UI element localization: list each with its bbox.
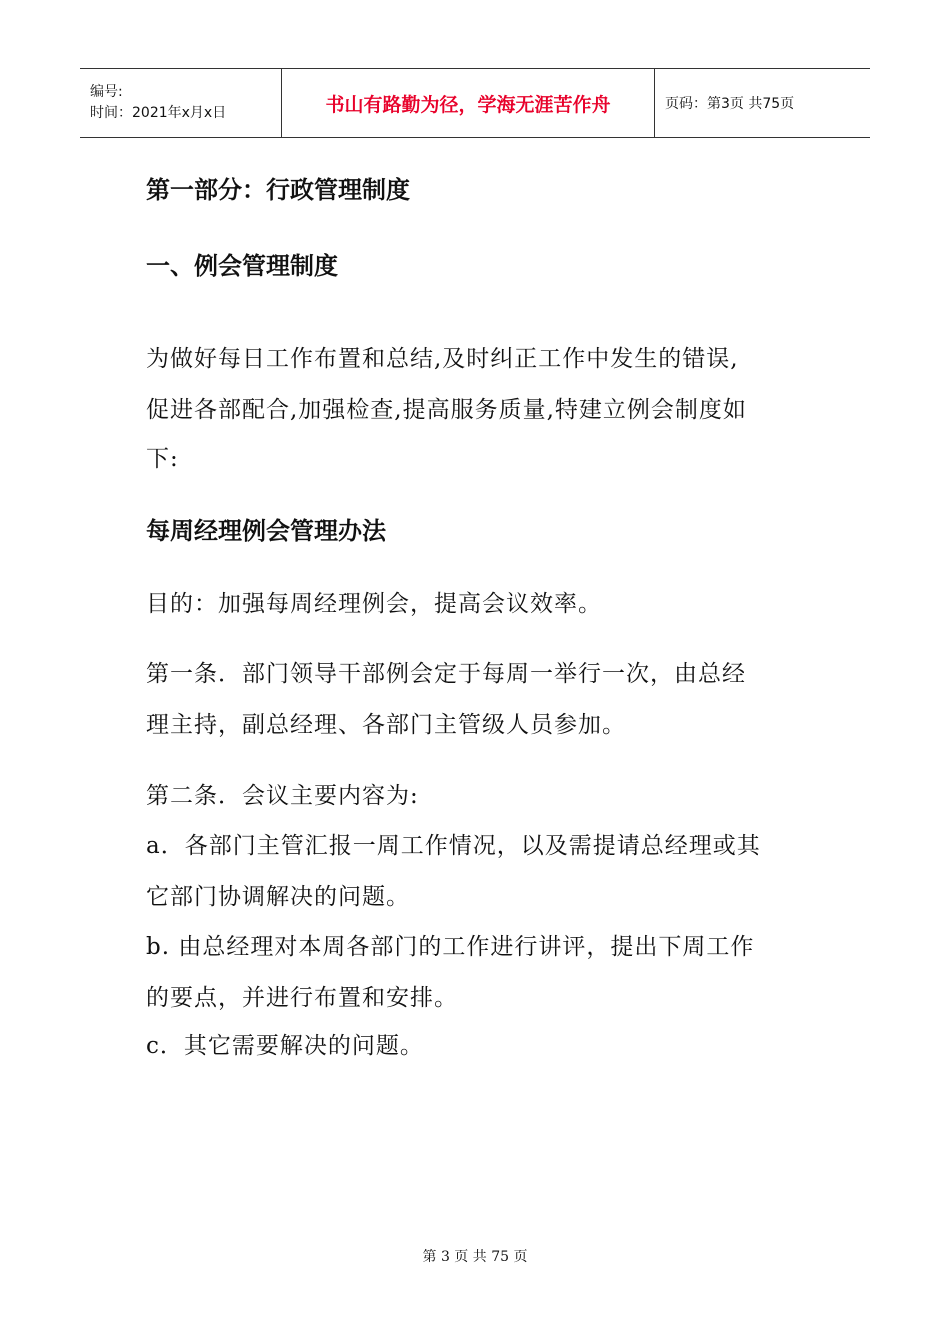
item-b-line-2: 的要点，并进行布置和安排。 bbox=[146, 985, 458, 1011]
motto-text: 书山有路勤为径，学海无涯苦作舟 bbox=[325, 93, 611, 116]
item-a-line-2: 它部门协调解决的问题。 bbox=[146, 884, 410, 910]
intro-line-2: 促进各部配合,加强检查,提高服务质量,特建立例会制度如 bbox=[146, 397, 747, 423]
item-a-line-1: a．各部门主管汇报一周工作情况，以及需提请总经理或其 bbox=[146, 833, 761, 859]
item-b-line-1: b. 由总经理对本周各部门的工作进行讲评，提出下周工作 bbox=[146, 934, 755, 960]
number-label: 编号: bbox=[90, 84, 123, 100]
article-1-line-2: 理主持，副总经理、各部门主管级人员参加。 bbox=[146, 712, 626, 738]
document-header bbox=[80, 68, 870, 138]
header-motto bbox=[282, 69, 655, 137]
part-title: 第一部分：行政管理制度 bbox=[146, 175, 410, 204]
article-1-line-1: 第一条．部门领导干部例会定于每周一举行一次，由总经 bbox=[146, 661, 746, 687]
section-title: 一、例会管理制度 bbox=[146, 251, 338, 280]
subsection-title: 每周经理例会管理办法 bbox=[146, 516, 386, 545]
page-info-text: 页码：第3页 共75页 bbox=[665, 96, 795, 112]
purpose-text: 目的：加强每周经理例会，提高会议效率。 bbox=[146, 591, 602, 617]
header-page-info bbox=[655, 69, 870, 137]
footer-page-number: 第 3 页 共 75 页 bbox=[422, 1249, 528, 1265]
article-2: 第二条．会议主要内容为: bbox=[146, 783, 419, 809]
date-label: 时间：2021年x月x日 bbox=[90, 105, 227, 121]
item-c: c．其它需要解决的问题。 bbox=[146, 1033, 424, 1059]
intro-line-1: 为做好每日工作布置和总结,及时纠正工作中发生的错误, bbox=[146, 346, 739, 372]
header-meta bbox=[80, 69, 282, 137]
page-footer bbox=[0, 1246, 950, 1266]
intro-line-3: 下: bbox=[146, 446, 179, 472]
